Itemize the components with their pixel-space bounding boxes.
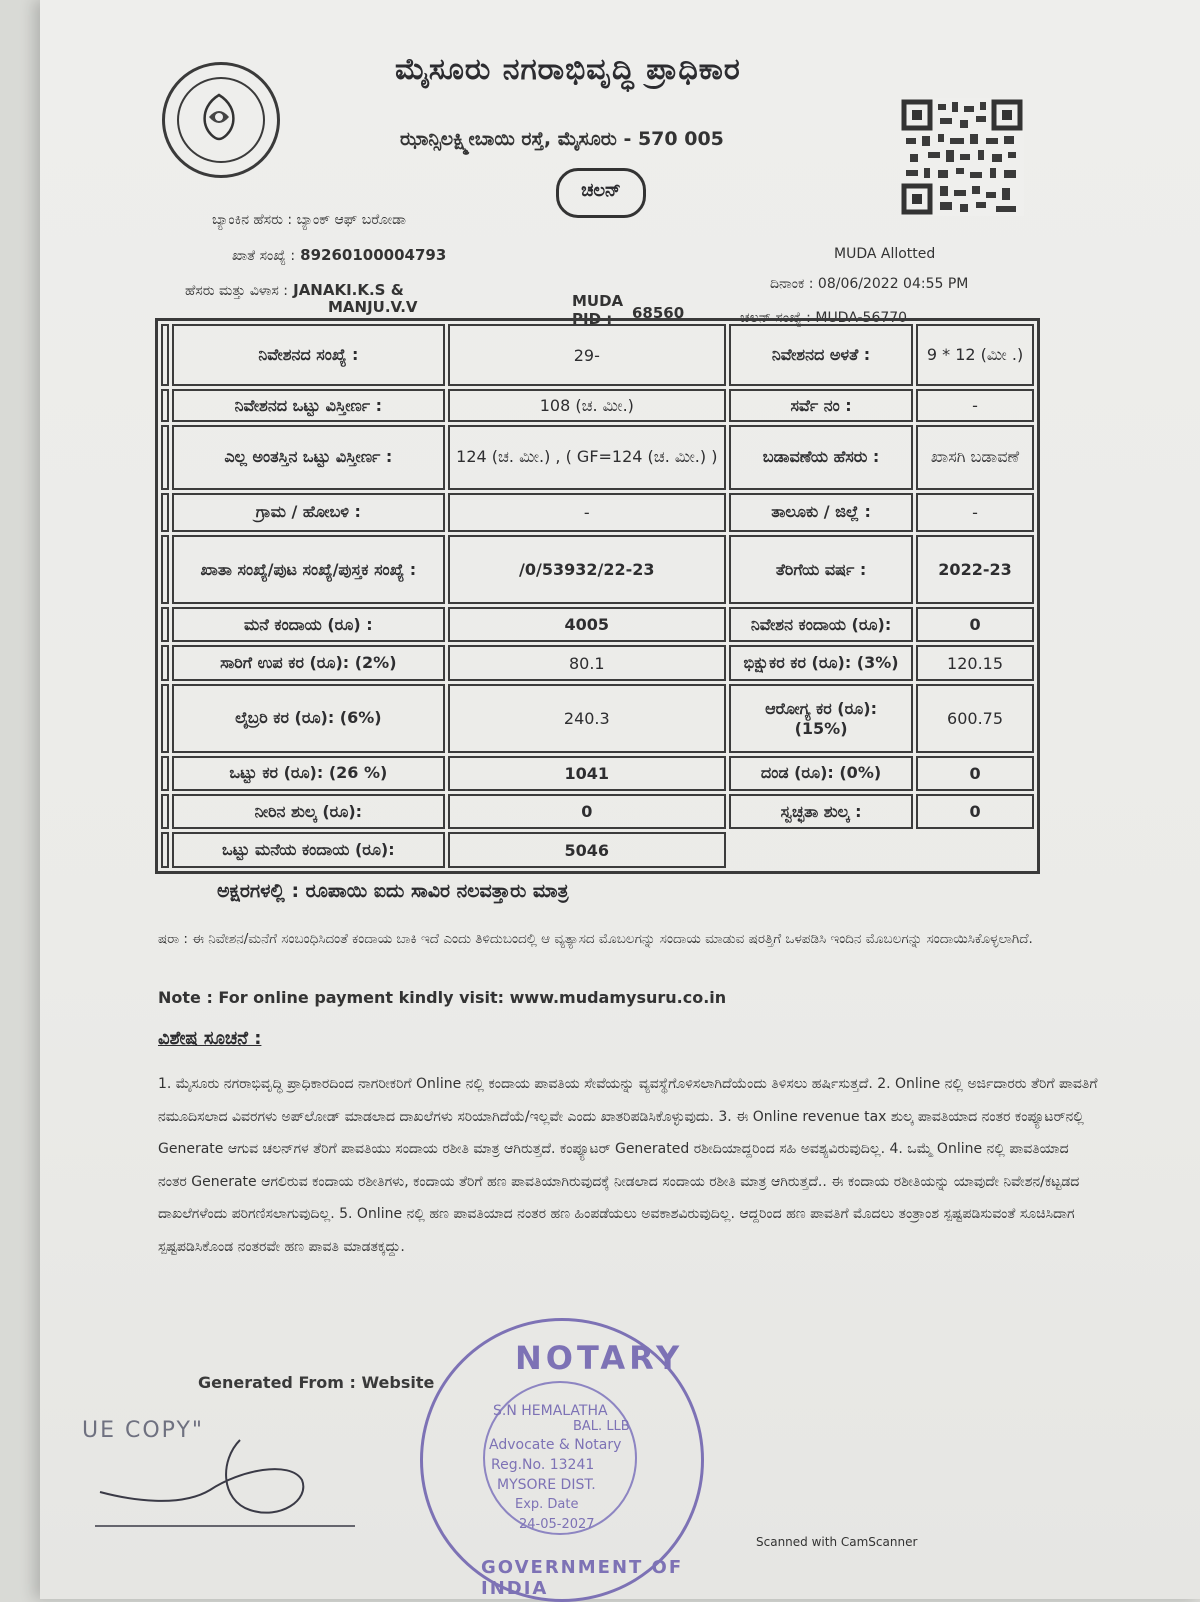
qr-code-icon [900, 98, 1024, 216]
table-row [161, 425, 1034, 489]
total-cess-label: ಒಟ್ಟು ಕರ (ರೂ): (26 %) [172, 756, 444, 791]
built-area-label: ಎಲ್ಲ ಅಂತಸ್ತಿನ ಒಟ್ಟು ವಿಸ್ತೀರ್ಣ : [172, 425, 444, 489]
khata-label: ಖಾತಾ ಸಂಖ್ಯೆ/ಪುಟ ಸಂಖ್ಯೆ/ಪುಸ್ತಕ ಸಂಖ್ಯೆ : [172, 535, 444, 604]
layout-name-label: ಬಡಾವಣೆಯ ಹೆಸರು : [729, 425, 913, 489]
table-row [161, 645, 1034, 680]
org-address: ಝಾನ್ಸಿಲಕ್ಷ್ಮೀಬಾಯಿ ರಸ್ತೆ, ಮೈಸೂರು - 570 005 [400, 128, 724, 150]
scanner-watermark: Scanned with CamScanner [756, 1535, 918, 1549]
online-payment-note: Note : For online payment kindly visit: www.mudamysuru.co.in [158, 988, 727, 1007]
site-tax-label: ನಿವೇಶನ ಕಂದಾಯ (ರೂ): [729, 607, 913, 642]
table-row [161, 684, 1034, 753]
village-label: ಗ್ರಾಮ / ಹೋಬಳಿ : [172, 493, 444, 533]
health-cess-label: ಆರೋಗ್ಯ ಕರ (ರೂ): (15%) [729, 684, 913, 753]
name-label: ಹೆಸರು ಮತ್ತು ವಿಳಾಸ : [185, 283, 289, 299]
true-copy-text: UE COPY" [82, 1418, 205, 1443]
total-cess-value: 1041 [448, 756, 727, 791]
stamp-exp-date: 24-05-2027 [519, 1517, 595, 1532]
house-tax-value: 4005 [448, 607, 727, 642]
instructions-heading: ವಿಶೇಷ ಸೂಚನೆ : [158, 1028, 262, 1049]
date-value: 08/06/2022 04:55 PM [817, 276, 969, 292]
challan-no-label: ಚಲನ್ ಸಂಖ್ಯೆ : [740, 310, 811, 326]
house-tax-label: ಮನೆ ಕಂದಾಯ (ರೂ) : [172, 607, 444, 642]
pid-value: 68560 [632, 304, 685, 322]
account-value: 89260100004793 [300, 246, 447, 264]
challan-no-value: MUDA-56770 [815, 310, 908, 326]
table-row [161, 493, 1034, 533]
amount-in-words: ಅಕ್ಷರಗಳಲ್ಲಿ : ರೂಪಾಯಿ ಐದು ಸಾವಿರ ನಲವತ್ತಾರು ಮಾತ್ರ [217, 880, 569, 902]
built-area-value: 124 (ಚ. ಮೀ.) , ( GF=124 (ಚ. ಮೀ.) ) [448, 425, 727, 489]
org-name: ಮೈಸೂರು ನಗರಾಭಿವೃದ್ಧಿ ಪ್ರಾಧಿಕಾರ [395, 52, 741, 87]
tax-year-value: 2022-23 [916, 535, 1034, 604]
stamp-name: S.N HEMALATHA [493, 1403, 608, 1419]
pid-label-2: PID : [572, 310, 613, 328]
tax-year-label: ತೆರಿಗೆಯ ವರ್ಷ : [729, 535, 913, 604]
instructions-text: 1. ಮೈಸೂರು ನಗರಾಭಿವೃದ್ಧಿ ಪ್ರಾಧಿಕಾರದಿಂದ ನಾಗರೀಕರಿಗೆ Online ನಲ್ಲಿ ಕಂದಾಯ ಪಾವತಿಯ ಸೇವೆಯನ್ನು ವ್ಯವಸ್ಥೆಗೊಳಿಸಲಾಗಿದೆಯೆಂದು ತಿಳಿಸಲು ಹರ್ಷಿಸುತ್ತದೆ. 2. Online ನಲ್ಲಿ ಅರ್ಜಿದಾರರು ತೆರಿಗೆ ಪಾವತಿಗೆ ನಮೂದಿಸಲಾದ ವಿವರಗಳು ಅಪ್‌ಲೋಡ್ ಮಾಡಲಾದ ದಾಖಲೆಗಳು ಸರಿಯಾಗಿದೆಯೆ/ಇಲ್ಲವೇ ಎಂದು ಖಾತರಿಪಡಿಸಿಕೊಳ್ಳುವುದು. 3. ಈ Online revenue tax ಶುಲ್ಕ ಪಾವತಿಯಾದ ನಂತರ ಕಂಪ್ಯೂಟರ್‌ನಲ್ಲಿ Generate ಆಗುವ ಚಲನ್‌ಗಳ ತೆರಿಗೆ ಪಾವತಿಯು ಸಂದಾಯ ರಶೀತಿ ಮಾತ್ರ ಆಗಿರುತ್ತದೆ. ಕಂಪ್ಯೂಟರ್ Generated ರಶೀದಿಯಾದ್ದರಿಂದ ಸಹಿ ಅವಶ್ಯವಿರುವುದಿಲ್ಲ. 4. ಒಮ್ಮೆ Online ನಲ್ಲಿ ಪಾವತಿಯಾದ ನಂತರ Generate ಆಗಲಿರುವ ಕಂದಾಯ ರಶೀತಿಗಳು, ಕಂದಾಯ ತೆರಿಗೆ ಹಣ ಪಾವತಿಯಾಗಿರುವುದಕ್ಕೆ ನೀಡಲಾದ ಸಂದಾಯ ರಶೀತಿ ಮಾತ್ರ ಆಗಿರುತ್ತದೆ.. ಈ ಕಂದಾಯ ರಶೀತಿಯನ್ನು ಯಾವುದೇ ನಿವೇಶನ/ಕಟ್ಟಡದ ದಾಖಲೆಗಳೆಂದು ಪರಿಗಣಿಸಲಾಗುವುದಿಲ್ಲ. 5. Online ನಲ್ಲಿ ಹಣ ಪಾವತಿಯಾದ ನಂತರ ಹಣ ಹಿಂಪಡೆಯಲು ಅವಕಾಶವಿರುವುದಿಲ್ಲ. ಆದ್ದರಿಂದ ಹಣ ಪಾವತಿಗೆ ಮೊದಲು ತಂತ್ರಾಂಶ ಸ್ಪಷ್ಟಪಡಿಸುವಂತೆ ಸೂಚಿಸಿದಾಗ ಸ್ಪಷ್ಟಪಡಿಸಿಕೊಂಡ ನಂತರವೇ ಹಣ ಪಾವತಿ ಮಾಡತಕ್ಕದ್ದು. [158, 1076, 1098, 1255]
transport-cess-label: ಸಾರಿಗೆ ಉಪ ಕರ (ರೂ): (2%) [172, 645, 444, 680]
stamp-exp: Exp. Date [515, 1497, 579, 1512]
water-charge-label: ನೀರಿನ ಶುಲ್ಕ (ರೂ): [172, 794, 444, 829]
date-label: ದಿನಾಂಕ : [770, 276, 814, 292]
water-charge-value: 0 [448, 794, 727, 829]
survey-no-value: - [916, 389, 1034, 422]
table-row [161, 324, 1034, 386]
status-text: MUDA Allotted [834, 246, 936, 262]
signature-icon [90, 1430, 360, 1540]
table-row [161, 389, 1034, 422]
plot-area-value: 108 (ಚ. ಮೀ.) [448, 389, 727, 422]
transport-cess-value: 80.1 [448, 645, 727, 680]
layout-name-value: ಖಾಸಗಿ ಬಡಾವಣೆ [916, 425, 1034, 489]
table-row [161, 832, 1034, 868]
penalty-label: ದಂಡ (ರೂ): (0%) [729, 756, 913, 791]
table-row [161, 794, 1034, 829]
village-value: - [448, 493, 727, 533]
table-row [161, 535, 1034, 604]
bank-label: ಬ್ಯಾಂಕಿನ ಹೆಸರು : [212, 212, 293, 228]
health-cess-value: 600.75 [916, 684, 1034, 753]
khata-value: /0/53932/22-23 [448, 535, 727, 604]
pid-label-1: MUDA [572, 292, 624, 310]
table-row [161, 607, 1034, 642]
plot-no-label: ನಿವೇಶನದ ಸಂಖ್ಯೆ : [172, 324, 444, 386]
total-tax-label: ಒಟ್ಟು ಮನೆಯ ಕಂದಾಯ (ರೂ): [172, 832, 444, 868]
plot-size-label: ನಿವೇಶನದ ಅಳತೆ : [729, 324, 913, 386]
notary-stamp [420, 1318, 704, 1602]
taluk-value: - [916, 493, 1034, 533]
table-row [161, 756, 1034, 791]
stamp-top: NOTARY [515, 1339, 684, 1377]
muda-seal [162, 62, 280, 178]
name-line1: JANAKI.K.S & [293, 281, 404, 299]
stamp-reg: Reg.No. 13241 [491, 1457, 595, 1473]
plot-area-label: ನಿವೇಶನದ ಒಟ್ಟು ವಿಸ್ತೀರ್ಣ : [172, 389, 444, 422]
stamp-dist: MYSORE DIST. [497, 1477, 596, 1493]
challan-title: ಚಲನ್ [556, 168, 646, 218]
tax-details-table [155, 318, 1040, 874]
stamp-role: Advocate & Notary [489, 1437, 622, 1453]
beggary-cess-value: 120.15 [916, 645, 1034, 680]
sanitation-charge-label: ಸ್ವಚ್ಛತಾ ಶುಲ್ಕ : [729, 794, 913, 829]
name-line2: MANJU.V.V [328, 298, 418, 316]
stamp-bottom: GOVERNMENT OF INDIA [481, 1557, 684, 1599]
library-cess-label: ಲೈಬ್ರರಿ ಕರ (ರೂ): (6%) [172, 684, 444, 753]
survey-no-label: ಸರ್ವೆ ನಂ : [729, 389, 913, 422]
site-tax-value: 0 [916, 607, 1034, 642]
sanitation-charge-value: 0 [916, 794, 1034, 829]
taluk-label: ತಾಲೂಕು / ಜಿಲ್ಲೆ : [729, 493, 913, 533]
account-label: ಖಾತೆ ಸಂಖ್ಯೆ : [232, 248, 296, 264]
bank-value: ಬ್ಯಾಂಕ್ ಆಫ್ ಬರೋಡಾ [296, 212, 407, 228]
penalty-value: 0 [916, 756, 1034, 791]
stamp-qual: BAL. LLB [573, 1419, 630, 1434]
plot-size-value: 9 * 12 (ಮೀ .) [916, 324, 1034, 386]
generated-from: Generated From : Website [198, 1373, 435, 1392]
library-cess-value: 240.3 [448, 684, 727, 753]
remark-text: ಷರಾ : ಈ ನಿವೇಶನ/ಮನೆಗೆ ಸಂಬಂಧಿಸಿದಂತೆ ಕಂದಾಯ ಬಾಕಿ ಇದೆ ಎಂದು ತಿಳಿದುಬಂದಲ್ಲಿ ಆ ವ್ಯತ್ಯಾಸದ ಮೊಬಲಗನ್ನು ಸಂದಾಯ ಮಾಡುವ ಷರತ್ತಿಗೆ ಒಳಪಡಿಸಿ ಇಂದಿನ ಮೊಬಲಗನ್ನು ಸಂದಾಯಿಸಿಕೊಳ್ಳಲಾಗಿದೆ. [158, 931, 1033, 947]
beggary-cess-label: ಭಿಕ್ಷುಕರ ಕರ (ರೂ): (3%) [729, 645, 913, 680]
plot-no-value: 29- [448, 324, 727, 386]
total-tax-value: 5046 [448, 832, 727, 868]
